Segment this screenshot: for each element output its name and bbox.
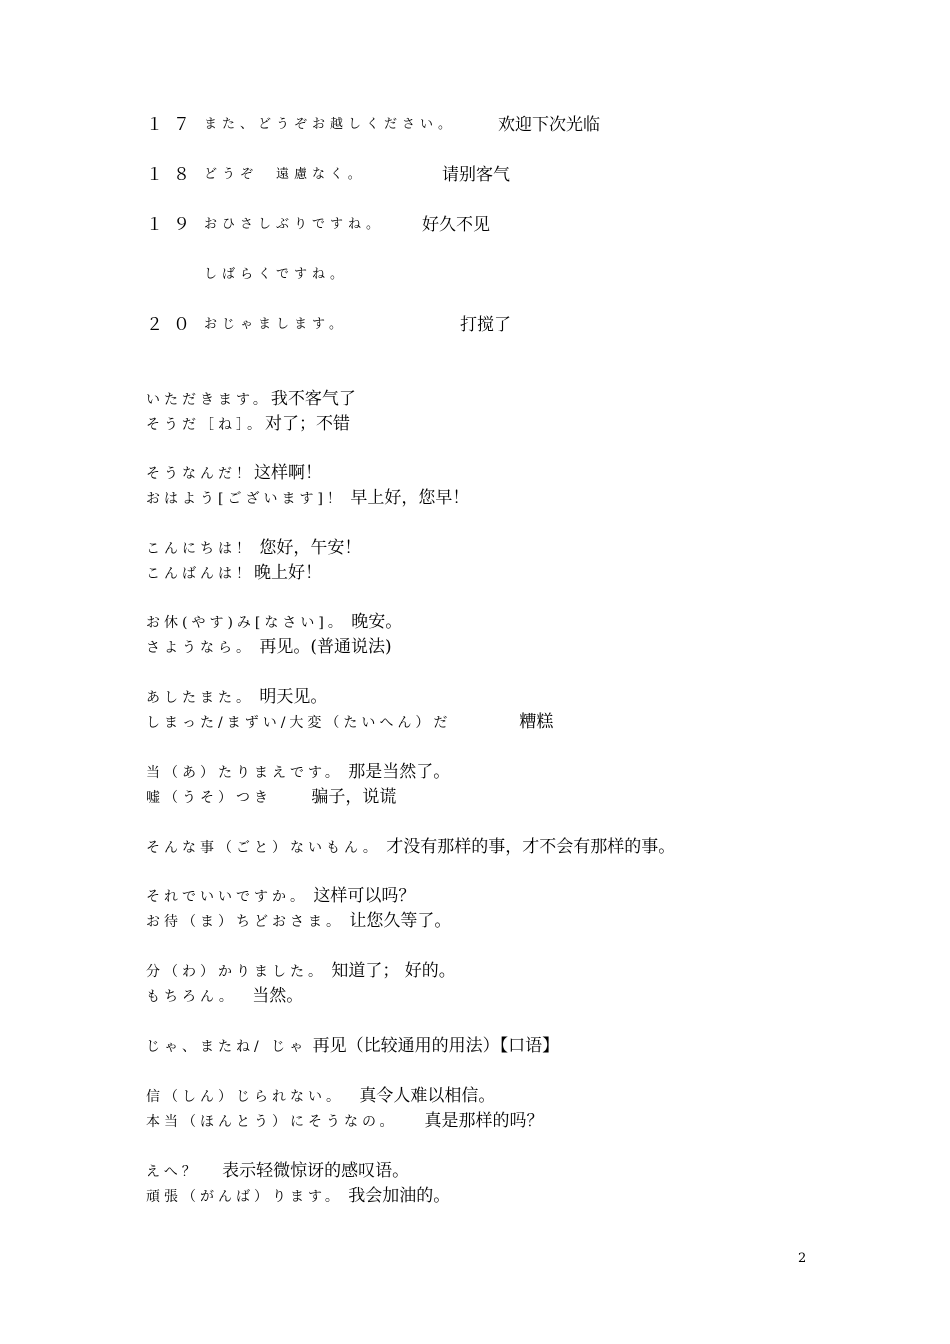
chinese-translation: 糟糕 xyxy=(451,712,554,732)
chinese-translation: 您好，午安！ xyxy=(254,538,362,558)
japanese-phrase: おはよう[ございます]！ xyxy=(146,491,345,507)
japanese-phrase: そうだ［ね］。 xyxy=(146,417,265,433)
japanese-phrase: 頑張（がんば）ります。 xyxy=(146,1189,343,1205)
chinese-translation: 晚安。 xyxy=(345,612,403,632)
phrase-line xyxy=(146,486,469,510)
japanese-phrase: 嘘（うそ）つき xyxy=(146,790,272,806)
chinese-translation: 当然。 xyxy=(229,986,304,1006)
japanese-phrase: どうぞ 遠慮なく。 xyxy=(204,167,366,182)
japanese-phrase: 信（しん）じられない。 xyxy=(146,1089,337,1105)
phrase-line xyxy=(146,635,392,659)
phrase-line xyxy=(146,785,396,809)
phrase-line xyxy=(146,959,456,983)
phrase-line xyxy=(146,909,451,933)
item-number: １７ xyxy=(146,115,200,135)
japanese-phrase: もちろん。 xyxy=(146,989,230,1005)
phrase-line xyxy=(146,884,415,908)
japanese-phrase: あしたまた。 xyxy=(146,690,254,706)
phrase-line xyxy=(146,710,553,734)
chinese-translation: 才没有那样的事，才不会有那样的事。 xyxy=(380,837,676,857)
chinese-translation: 骗子，说谎 xyxy=(272,787,397,807)
phrase-line xyxy=(146,610,402,634)
phrase-line xyxy=(146,1034,559,1058)
numbered-item-19-alt xyxy=(146,263,866,287)
item-number: １８ xyxy=(146,165,200,185)
chinese-translation: 对了；不错 xyxy=(265,414,350,434)
japanese-phrase: おひさしぶりですね。 xyxy=(204,217,385,232)
chinese-translation: 这样啊！ xyxy=(254,463,322,483)
page-number: 2 xyxy=(798,1251,807,1266)
phrase-line xyxy=(146,685,327,709)
japanese-phrase: お待（ま）ちどおさま。 xyxy=(146,914,344,930)
chinese-translation: 我会加油的。 xyxy=(342,1186,451,1206)
chinese-translation: 明天见。 xyxy=(254,687,328,707)
chinese-translation: 打搅了 xyxy=(460,315,511,335)
japanese-phrase: こんにちは！ xyxy=(146,541,254,557)
numbered-item-17 xyxy=(146,113,866,137)
japanese-phrase: 本当（ほんとう）にそうなの。 xyxy=(146,1114,391,1130)
chinese-translation: 表示轻微惊讶的感叹语。 xyxy=(199,1161,410,1181)
chinese-translation: 欢迎下次光临 xyxy=(498,115,600,135)
chinese-translation: 晚上好！ xyxy=(254,563,322,583)
phrase-line xyxy=(146,1109,543,1133)
japanese-phrase: 分（わ）かりました。 xyxy=(146,964,326,980)
phrase-line xyxy=(146,1159,409,1183)
japanese-phrase: じゃ、またね/ じゃ xyxy=(146,1039,308,1055)
chinese-translation: 真是那样的吗？ xyxy=(390,1111,544,1131)
chinese-translation: 再见（比较通用的用法）【口语】 xyxy=(307,1036,560,1056)
chinese-translation: 知道了； 好的。 xyxy=(326,961,456,981)
japanese-phrase: そうなんだ！ xyxy=(146,466,254,482)
chinese-translation: 好久不见 xyxy=(422,215,490,235)
chinese-translation: 请别客气 xyxy=(442,165,510,185)
numbered-item-20 xyxy=(146,313,866,337)
chinese-translation: 这样可以吗？ xyxy=(308,886,416,906)
phrase-line xyxy=(146,561,322,585)
japanese-phrase: おじゃまします。 xyxy=(204,317,347,332)
phrase-line xyxy=(146,1184,450,1208)
japanese-phrase: それでいいですか。 xyxy=(146,889,308,905)
chinese-translation: 再见。(普通说法) xyxy=(254,637,392,657)
phrase-line xyxy=(146,1084,495,1108)
chinese-translation: 早上好，您早！ xyxy=(344,488,470,508)
japanese-phrase: こんばんは！ xyxy=(146,566,254,582)
japanese-phrase: さようなら。 xyxy=(146,640,254,656)
numbered-item-19 xyxy=(146,213,866,237)
chinese-translation: 那是当然了。 xyxy=(342,762,451,782)
phrase-line xyxy=(146,461,322,485)
phrase-line xyxy=(146,760,450,784)
phrase-line xyxy=(146,835,675,859)
item-number: ２０ xyxy=(146,315,200,335)
japanese-phrase: また、どうぞお越しください。 xyxy=(204,117,457,132)
phrase-line xyxy=(146,387,356,411)
japanese-phrase: えへ？ xyxy=(146,1164,200,1180)
phrase-line xyxy=(146,536,361,560)
japanese-phrase: いただきます。 xyxy=(146,392,271,408)
phrase-line xyxy=(146,984,303,1008)
japanese-phrase: お休(やす)み[なさい]。 xyxy=(146,615,346,631)
japanese-phrase: そんな事（ごと）ないもん。 xyxy=(146,840,381,856)
chinese-translation: 让您久等了。 xyxy=(344,911,452,931)
japanese-phrase: しまった/まずい/大変（たいへん）だ xyxy=(146,715,452,731)
japanese-phrase: しばらくですね。 xyxy=(204,267,349,282)
numbered-item-18 xyxy=(146,163,866,187)
item-number: １９ xyxy=(146,215,200,235)
phrase-line xyxy=(146,412,350,436)
japanese-phrase: 当（あ）たりまえです。 xyxy=(146,765,343,781)
chinese-translation: 我不客气了 xyxy=(270,389,356,409)
chinese-translation: 真令人难以相信。 xyxy=(337,1086,496,1106)
